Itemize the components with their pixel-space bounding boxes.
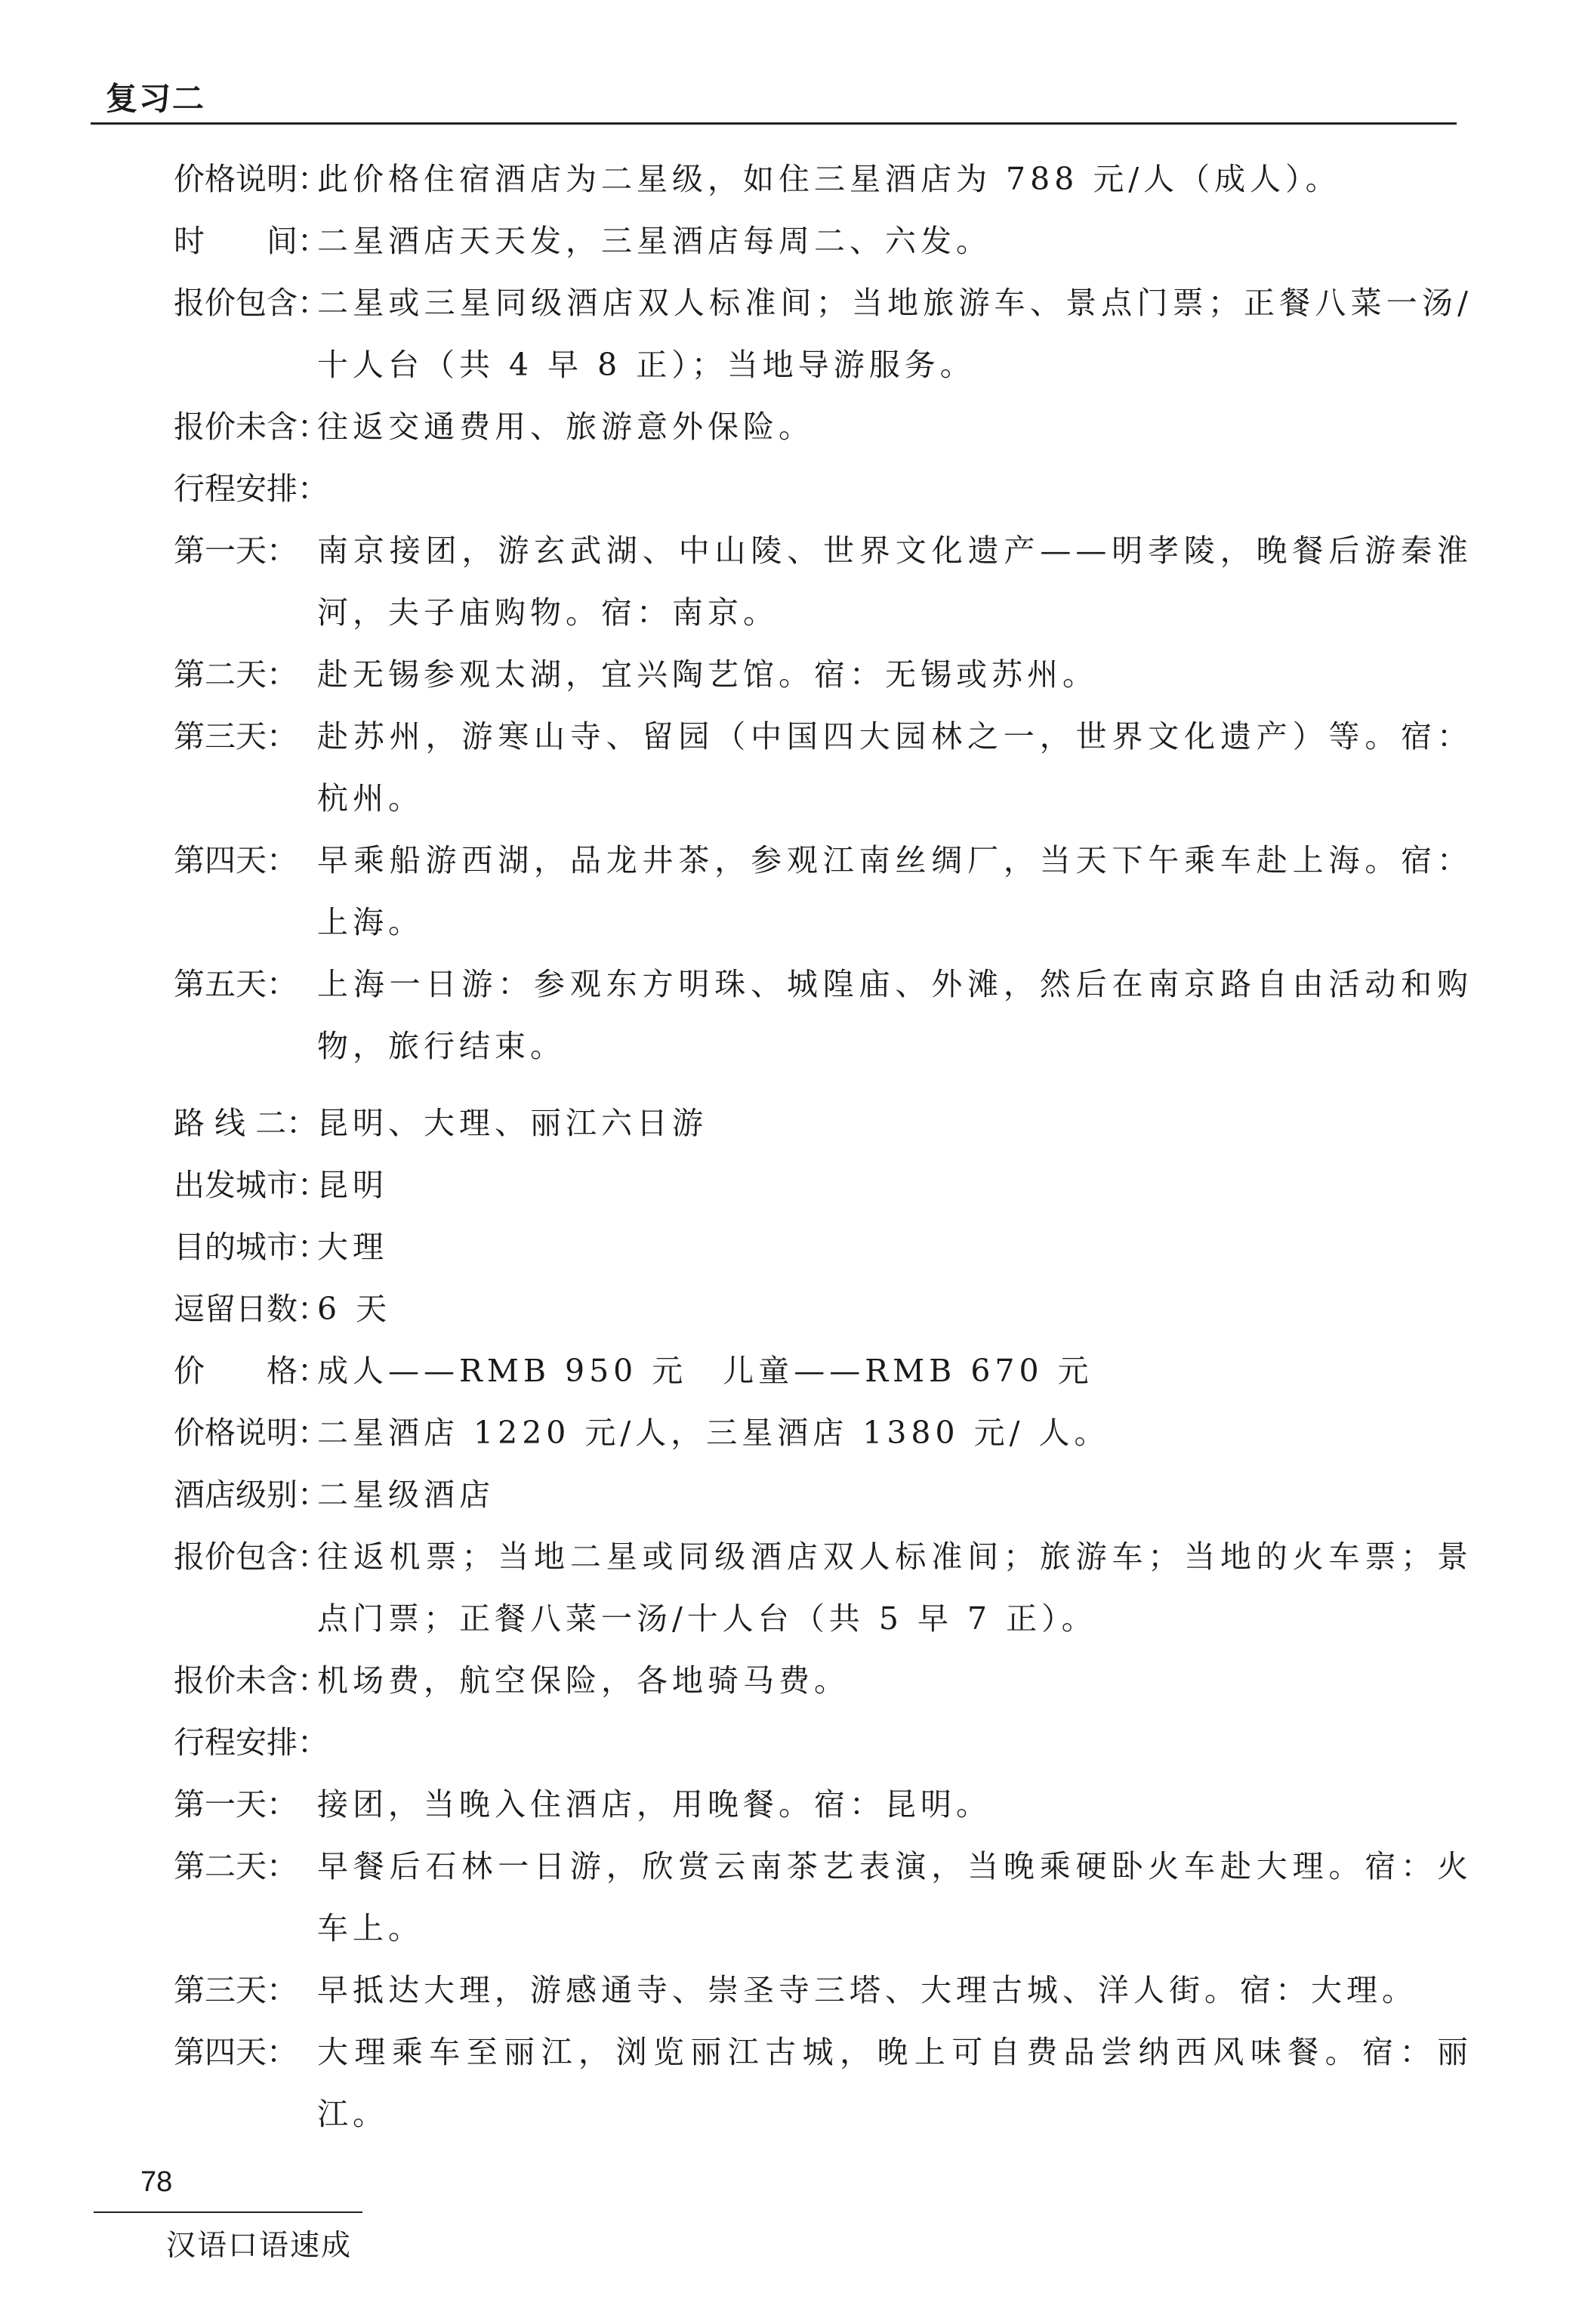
route2-duration [174, 1278, 1472, 1340]
field-value: 大理 [317, 1229, 388, 1265]
field-value: 成人——RMB 950 元 儿童——RMB 670 元 [317, 1353, 1093, 1389]
day-label: 第三天： [174, 718, 298, 755]
day-label: 第三天： [174, 1972, 298, 2008]
field-label: 时 间： [174, 223, 328, 259]
route2-day2 [174, 1835, 1472, 1959]
field-value: 昆明 [317, 1167, 388, 1203]
route1-day2 [174, 643, 1472, 705]
field-value: 二星或三星同级酒店双人标准间；当地旅游车、景点门票；正餐八菜一汤/十人台（共 4 早 8 正）；当地导游服务。 [317, 285, 1472, 383]
field-value: 往返交通费用、旅游意外保险。 [317, 409, 814, 445]
route2-itinerary-heading [174, 1711, 1472, 1773]
route1-day5 [174, 953, 1472, 1077]
header-divider [91, 122, 1457, 125]
page-number: 78 [140, 2166, 173, 2198]
page-content [174, 148, 1472, 2145]
route2-price-note [174, 1402, 1472, 1464]
route2-title [174, 1092, 1472, 1154]
book-title: 汉语口语速成 [166, 2229, 353, 2263]
day-label: 第四天： [174, 2034, 298, 2070]
field-label: 报价包含： [174, 1539, 328, 1575]
route2-day1 [174, 1773, 1472, 1835]
route2-day4 [174, 2021, 1472, 2145]
route1-day1 [174, 520, 1472, 643]
route2-included [174, 1526, 1472, 1650]
field-label: 酒店级别： [174, 1477, 328, 1513]
field-label: 行程安排： [174, 1724, 328, 1761]
route1-day3 [174, 705, 1472, 829]
field-value [317, 1711, 1472, 1773]
route2-hotel-level [174, 1464, 1472, 1526]
route1-price-note [174, 148, 1472, 210]
day-text: 南京接团，游玄武湖、中山陵、世界文化遗产——明孝陵，晚餐后游秦淮河，夫子庙购物。宿：南京。 [317, 532, 1472, 631]
route1-day4 [174, 829, 1472, 953]
field-label: 报价未含： [174, 1662, 328, 1699]
field-value: 此价格住宿酒店为二星级，如住三星酒店为 788 元/人（成人）。 [317, 161, 1341, 197]
route2-block [174, 1092, 1472, 2145]
field-value: 往返机票；当地二星或同级酒店双人标准间；旅游车；当地的火车票；景点门票；正餐八菜一汤/十人台（共 5 早 7 正）。 [317, 1539, 1472, 1637]
field-value: 二星酒店天天发，三星酒店每周二、六发。 [317, 223, 991, 259]
field-value: 二星酒店 1220 元/人，三星酒店 1380 元/ 人。 [317, 1415, 1110, 1451]
field-label: 目的城市： [174, 1229, 328, 1265]
field-value [317, 458, 1472, 520]
field-label: 报价包含： [174, 285, 328, 321]
section-header: 复习二 [106, 80, 206, 117]
route1-itinerary-heading [174, 458, 1472, 520]
section-gap [174, 1077, 1472, 1092]
day-label: 第一天： [174, 532, 298, 569]
day-label: 第四天： [174, 842, 298, 878]
field-label: 出发城市： [174, 1167, 328, 1203]
field-value: 昆明、大理、丽江六日游 [317, 1105, 708, 1141]
day-text: 上海一日游：参观东方明珠、城隍庙、外滩，然后在南京路自由活动和购物，旅行结束。 [317, 966, 1472, 1064]
day-text: 早乘船游西湖，品龙井茶，参观江南丝绸厂，当天下午乘车赴上海。宿：上海。 [317, 842, 1472, 940]
day-label: 第一天： [174, 1786, 298, 1822]
route2-day3 [174, 1959, 1472, 2021]
route2-destination [174, 1216, 1472, 1278]
field-label: 报价未含： [174, 409, 328, 445]
route2-departure [174, 1154, 1472, 1216]
day-text: 大理乘车至丽江，浏览丽江古城，晚上可自费品尝纳西风味餐。宿：丽江。 [317, 2034, 1472, 2132]
field-label: 价 格： [174, 1353, 328, 1389]
footer-divider [94, 2211, 362, 2213]
field-label: 行程安排： [174, 471, 328, 507]
field-label: 价格说明： [174, 1415, 328, 1451]
field-value: 机场费，航空保险，各地骑马费。 [317, 1662, 850, 1699]
day-text: 赴苏州，游寒山寺、留园（中国四大园林之一，世界文化遗产）等。宿：杭州。 [317, 718, 1472, 816]
route2-price [174, 1340, 1472, 1402]
day-label: 第五天： [174, 966, 298, 1002]
day-label: 第二天： [174, 1848, 298, 1884]
field-label: 路 线 二： [174, 1105, 318, 1141]
route1-included [174, 272, 1472, 396]
day-text: 赴无锡参观太湖，宜兴陶艺馆。宿：无锡或苏州。 [317, 656, 1098, 693]
field-label: 逗留日数： [174, 1291, 328, 1327]
route2-excluded [174, 1650, 1472, 1711]
field-value: 二星级酒店 [317, 1477, 495, 1513]
field-label: 价格说明： [174, 161, 328, 197]
day-text: 接团，当晚入住酒店，用晚餐。宿：昆明。 [317, 1786, 991, 1822]
route1-time [174, 210, 1472, 272]
route1-block [174, 148, 1472, 1077]
day-text: 早抵达大理，游感通寺、崇圣寺三塔、大理古城、洋人街。宿：大理。 [317, 1972, 1417, 2008]
day-text: 早餐后石林一日游，欣赏云南茶艺表演，当晚乘硬卧火车赴大理。宿：火车上。 [317, 1848, 1472, 1946]
day-label: 第二天： [174, 656, 298, 693]
field-value: 6 天 [317, 1291, 392, 1327]
route1-excluded [174, 396, 1472, 458]
